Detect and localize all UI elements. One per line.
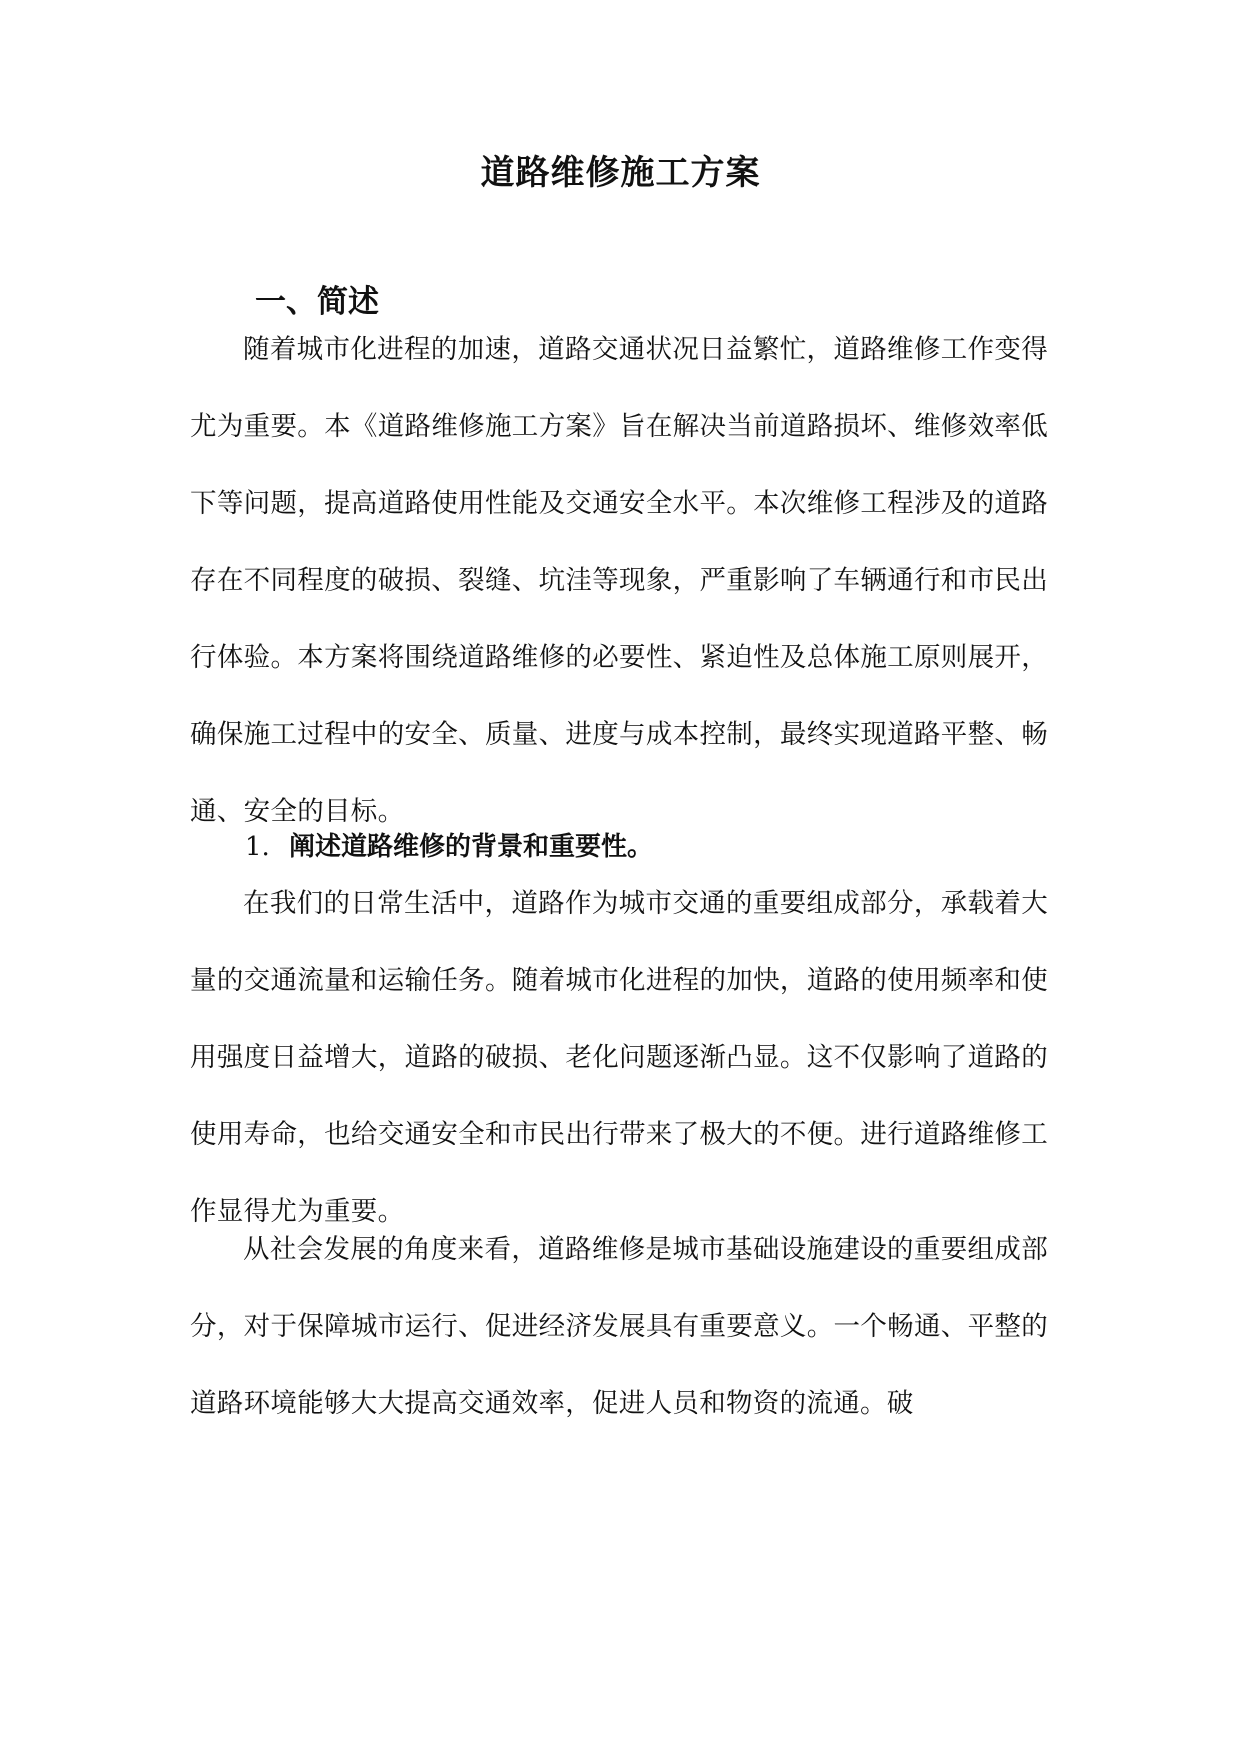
subsection-heading-background <box>245 827 653 867</box>
subsection-number: 1. <box>245 832 270 862</box>
section-overview-paragraph: 随着城市化进程的加速，道路交通状况日益繁忙，道路维修工作变得尤为重要。本《道路维修施工方案》旨在解决当前道路损坏、维修效率低下等问题，提高道路使用性能及交通安全水平。本次维修工程涉及的道路存在不同程度的破损、裂缝、坑洼等现象，严重影响了车辆通行和市民出行体验。本方案将围绕道路维修的必要性、紧迫性及总体施工原则展开，确保施工过程中的安全、质量、进度与成本控制，最终实现道路平整、畅通、安全的目标。 <box>190 334 1048 827</box>
document-title: 道路维修施工方案 <box>480 153 761 193</box>
section-heading-overview: 一、简述 <box>255 284 379 320</box>
subsection-title: 阐述道路维修的背景和重要性。 <box>289 832 654 862</box>
background-paragraph-1: 在我们的日常生活中，道路作为城市交通的重要组成部分，承载着大量的交通流量和运输任务。随着城市化进程的加快，道路的使用频率和使用强度日益增大，道路的破损、老化问题逐渐凸显。这不仅影响了道路的使用寿命，也给交通安全和市民出行带来了极大的不便。进行道路维修工作显得尤为重要。 <box>190 888 1048 1227</box>
background-paragraph-2: 从社会发展的角度来看，道路维修是城市基础设施建设的重要组成部分，对于保障城市运行、促进经济发展具有重要意义。一个畅通、平整的道路环境能够大大提高交通效率，促进人员和物资的流通。破 <box>190 1234 1048 1419</box>
